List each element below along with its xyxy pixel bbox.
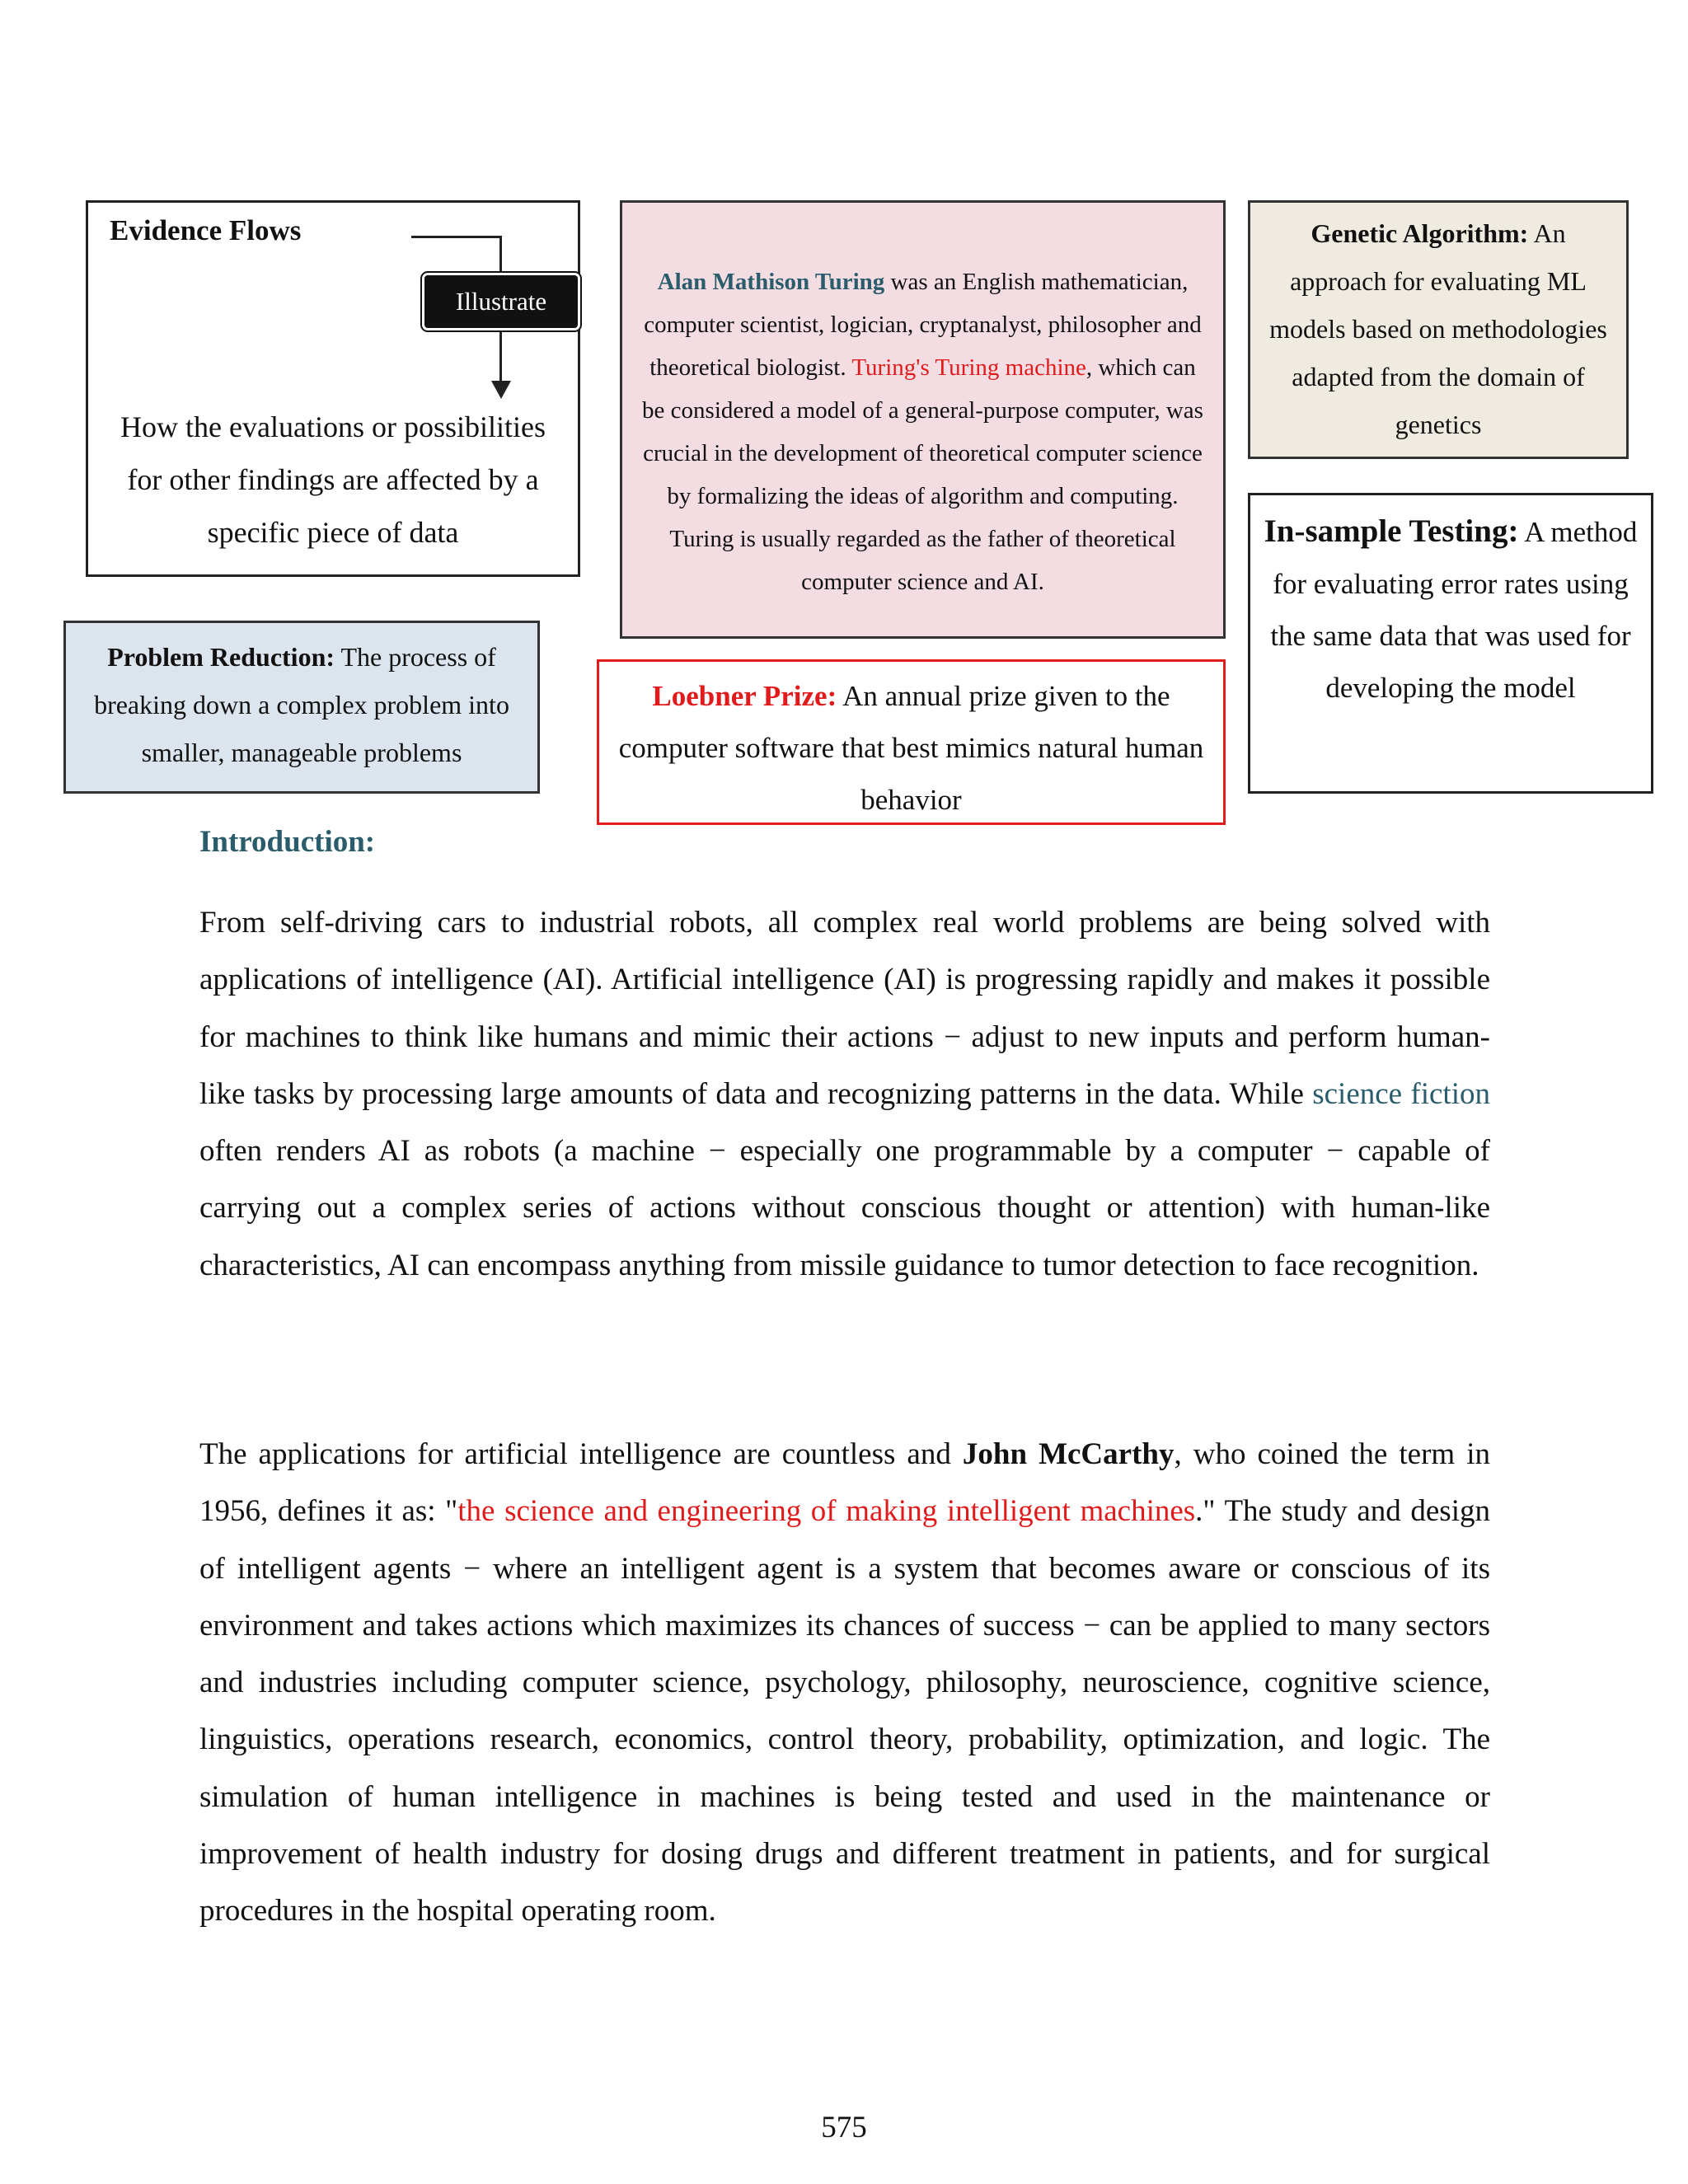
genetic-algorithm-text: An approach for evaluating ML models based on methodologies adapted from the domain of genetics	[1269, 218, 1607, 439]
in-sample-testing-box	[1248, 493, 1653, 794]
genetic-algorithm-term: Genetic Algorithm:	[1311, 218, 1529, 248]
introduction-heading: Introduction:	[199, 825, 376, 859]
intro-p1-text-a: From self-driving cars to industrial robots, all complex real world problems are being solved with applications of intelligence (AI). Artificial intelligence (AI) is progressing rapidly and makes it possible for machines to think like humans and mimic their actions − adjust to new inputs and perform human-like tasks by processing large amounts of data and recognizing patterns in the data. While	[199, 906, 1490, 1111]
evidence-flows-title: Evidence Flows	[110, 214, 302, 246]
turing-text-1: was an English mathematician, computer scientist, logician, cryptanalyst, philosopher and theoretical biologist.	[644, 269, 1202, 381]
loebner-prize-term: Loebner Prize:	[652, 680, 837, 712]
intro-p2-text-b: , who coined the term in 1956, defines it as: "	[199, 1437, 1490, 1529]
page-number: 575	[821, 2111, 867, 2144]
problem-reduction-term: Problem Reduction:	[107, 642, 335, 672]
genetic-algorithm-box	[1248, 200, 1629, 459]
turing-name: Alan Mathison Turing	[657, 269, 885, 295]
illustrate-tag: Illustrate	[424, 275, 578, 328]
problem-reduction-box	[63, 621, 540, 794]
flow-connector-horizontal	[411, 236, 502, 238]
loebner-prize-box	[597, 659, 1226, 825]
intro-paragraph-1	[199, 894, 1490, 1294]
in-sample-testing-term: In-sample Testing:	[1264, 513, 1519, 549]
arrow-down-icon	[491, 381, 511, 399]
science-fiction-link[interactable]: science fiction	[1312, 1076, 1490, 1111]
intro-p1-text-b: often renders AI as robots (a machine − especially one programmable by a computer − capable of carrying out a complex series of actions without conscious thought or attention) with human-like characteristics, AI can encompass anything from missile guidance to tumor detection to face recognition.	[199, 1134, 1490, 1282]
turing-box	[620, 200, 1226, 639]
john-mccarthy-name: John McCarthy	[962, 1437, 1175, 1471]
turing-text-2: , which can be considered a model of a general-purpose computer, was crucial in the development of theoretical computer science by formalizing the ideas of algorithm and computing. Turing is usually regarded as the father of theoretical computer science and AI.	[642, 354, 1203, 595]
problem-reduction-text: The process of breaking down a complex problem into smaller, manageable problems	[94, 642, 509, 767]
evidence-flows-text: How the evaluations or possibilities for other findings are affected by a specific piece of data	[120, 410, 546, 549]
evidence-flows-box	[86, 200, 580, 577]
intro-p2-text-a: The applications for artificial intelligence are countless and	[199, 1437, 963, 1471]
turing-machine-link[interactable]: Turing's Turing machine	[851, 354, 1086, 381]
loebner-prize-text: An annual prize given to the computer software that best mimics natural human behavior	[618, 680, 1204, 816]
in-sample-testing-text: A method for evaluating error rates using the same data that was used for developing the model	[1270, 516, 1638, 704]
ai-definition-quote: the science and engineering of making intelligent machines	[457, 1494, 1196, 1529]
intro-paragraph-2	[199, 1426, 1490, 1940]
intro-p2-text-c: ." The study and design of intelligent agents − where an intelligent agent is a system that becomes aware or conscious of its environment and takes actions which maximizes its chances of success − can be applied to many sectors and industries including computer science, psychology, philosophy, neuroscience, cognitive science, linguistics, operations research, economics, control theory, probability, optimization, and logic. The simulation of human intelligence in machines is being tested and used in the maintenance or improvement of health industry for dosing drugs and different treatment in patients, and for surgical procedures in the hospital operating room.	[199, 1494, 1490, 1929]
